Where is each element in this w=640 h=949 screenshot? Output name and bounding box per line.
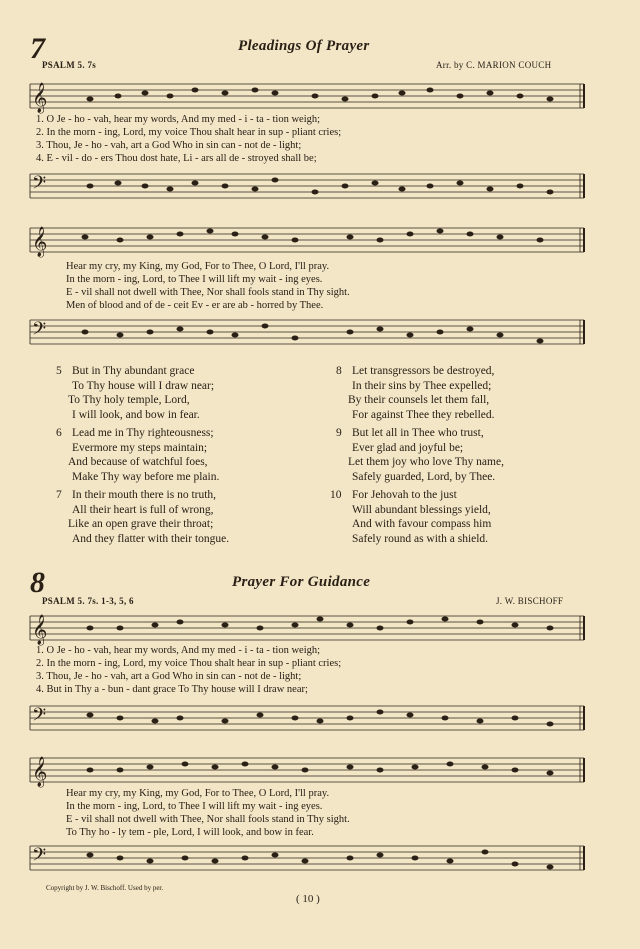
page-number: ( 10 ) [296,893,320,905]
svg-text:𝄢: 𝄢 [32,704,47,729]
hymn-7-sys1-lyric-2: 2. In the morn - ing, Lord, my voice Thou shalt hear in sup - pliant cries; [36,127,342,138]
svg-text:𝄞: 𝄞 [32,615,48,644]
hymn-7-sys2-lyric-4: Men of blood and of de - ceit Ev - er are ab - horred by Thee. [66,300,324,311]
hymn-8-number: 8 [30,566,45,599]
hymn-7-sys2-lyric-2: In the morn - ing, Lord, to Thee I will lift my wait - ing eyes. [66,274,323,285]
hymn-7-treble-staff-2 [30,222,590,262]
svg-text:𝄞: 𝄞 [32,83,48,112]
hymn-7-sys1-lyric-3: 3. Thou, Je - ho - vah, art a God Who in sin can - not de - light; [36,140,302,151]
hymn-8-bass-staff-2 [30,840,590,880]
hymn-8-sys2-lyric-1: Hear my cry, my King, my God, For to Thee, O Lord, I'll pray. [66,788,330,799]
hymn-8-sys2-lyric-3: E - vil shall not dwell with Thee, Nor shall fools stand in Thy sight. [66,814,350,825]
hymn-8-composer: J. W. BISCHOFF [496,596,564,606]
svg-text:𝄞: 𝄞 [32,757,48,786]
hymn-7-treble-staff-1 [30,78,590,118]
hymn-8-treble-staff-2 [30,752,590,792]
hymn-8-sys1-lyric-4: 4. But in Thy a - bun - dant grace To Thy house will I draw near; [36,684,308,695]
svg-text:𝄢: 𝄢 [32,172,47,197]
hymn-7-verse-7: 7 In their mouth there is no truth, All their heart is full of wrong, Like an open grave their throat; And they flatter with their tongue. [56,489,230,545]
svg-text:𝄞: 𝄞 [32,227,48,256]
hymn-7-verse-9: 9 But let all in Thee who trust, Ever glad and joyful be; Let them joy who love Thy name, Safely guarded, Lord, by Thee. [336,427,504,483]
hymn-7-verse-6: 6 Lead me in Thy righteousness; Evermore my steps maintain; And because of watchful foes, Make Thy way before me plain. [56,427,220,483]
hymn-7-sys1-lyric-1: 1. O Je - ho - vah, hear my words, And my med - i - ta - tion weigh; [36,114,321,125]
hymn-8-title: Prayer For Guidance [232,574,371,590]
hymn-7-number: 7 [30,32,45,65]
copyright-note: Copyright by J. W. Bischoff. Used by per. [46,884,164,892]
hymn-7-verse-8: 8 Let transgressors be destroyed, In their sins by Thee expelled; By their counsels let them fall, For against Thee they rebelled. [336,365,495,421]
hymn-7-bass-staff-1 [30,168,590,208]
hymn-7-meter: PSALM 5. 7s [42,60,97,70]
hymn-8-sys2-lyric-4: To Thy ho - ly tem - ple, Lord, I will look, and bow in fear. [66,827,314,838]
hymn-7-title: Pleadings Of Prayer [238,38,370,54]
hymn-8-sys1-lyric-1: 1. O Je - ho - vah, hear my words, And my med - i - ta - tion weigh; [36,645,321,656]
hymn-8-meter: PSALM 5. 7s. 1-3, 5, 6 [42,596,134,606]
hymn-8-sys1-lyric-3: 3. Thou, Je - ho - vah, art a God Who in sin can - not de - light; [36,671,302,682]
hymn-7-arranger: Arr. by C. MARION COUCH [436,60,552,70]
hymn-7-bass-staff-2 [30,314,590,354]
hymn-8-sys2-lyric-2: In the morn - ing, Lord, to Thee I will lift my wait - ing eyes. [66,801,323,812]
hymn-7-sys2-lyric-3: E - vil shall not dwell with Thee, Nor shall fools stand in Thy sight. [66,287,350,298]
svg-text:𝄢: 𝄢 [32,844,47,869]
svg-text:𝄢: 𝄢 [32,318,47,343]
hymn-7-sys2-lyric-1: Hear my cry, my King, my God, For to Thee, O Lord, I'll pray. [66,261,330,272]
hymn-7-verse-5: 5 But in Thy abundant grace To Thy house will I draw near; To Thy holy temple, Lord, I will look, and bow in fear. [56,365,215,421]
hymn-7-verse-10: 10 For Jehovah to the just Will abundant blessings yield, And with favour compass him Safely round as with a shield. [330,489,492,545]
hymn-7-sys1-lyric-4: 4. E - vil - do - ers Thou dost hate, Li - ars all de - stroyed shall be; [36,153,317,164]
hymn-8-bass-staff-1 [30,700,590,740]
hymn-8-sys1-lyric-2: 2. In the morn - ing, Lord, my voice Thou shalt hear in sup - pliant cries; [36,658,342,669]
